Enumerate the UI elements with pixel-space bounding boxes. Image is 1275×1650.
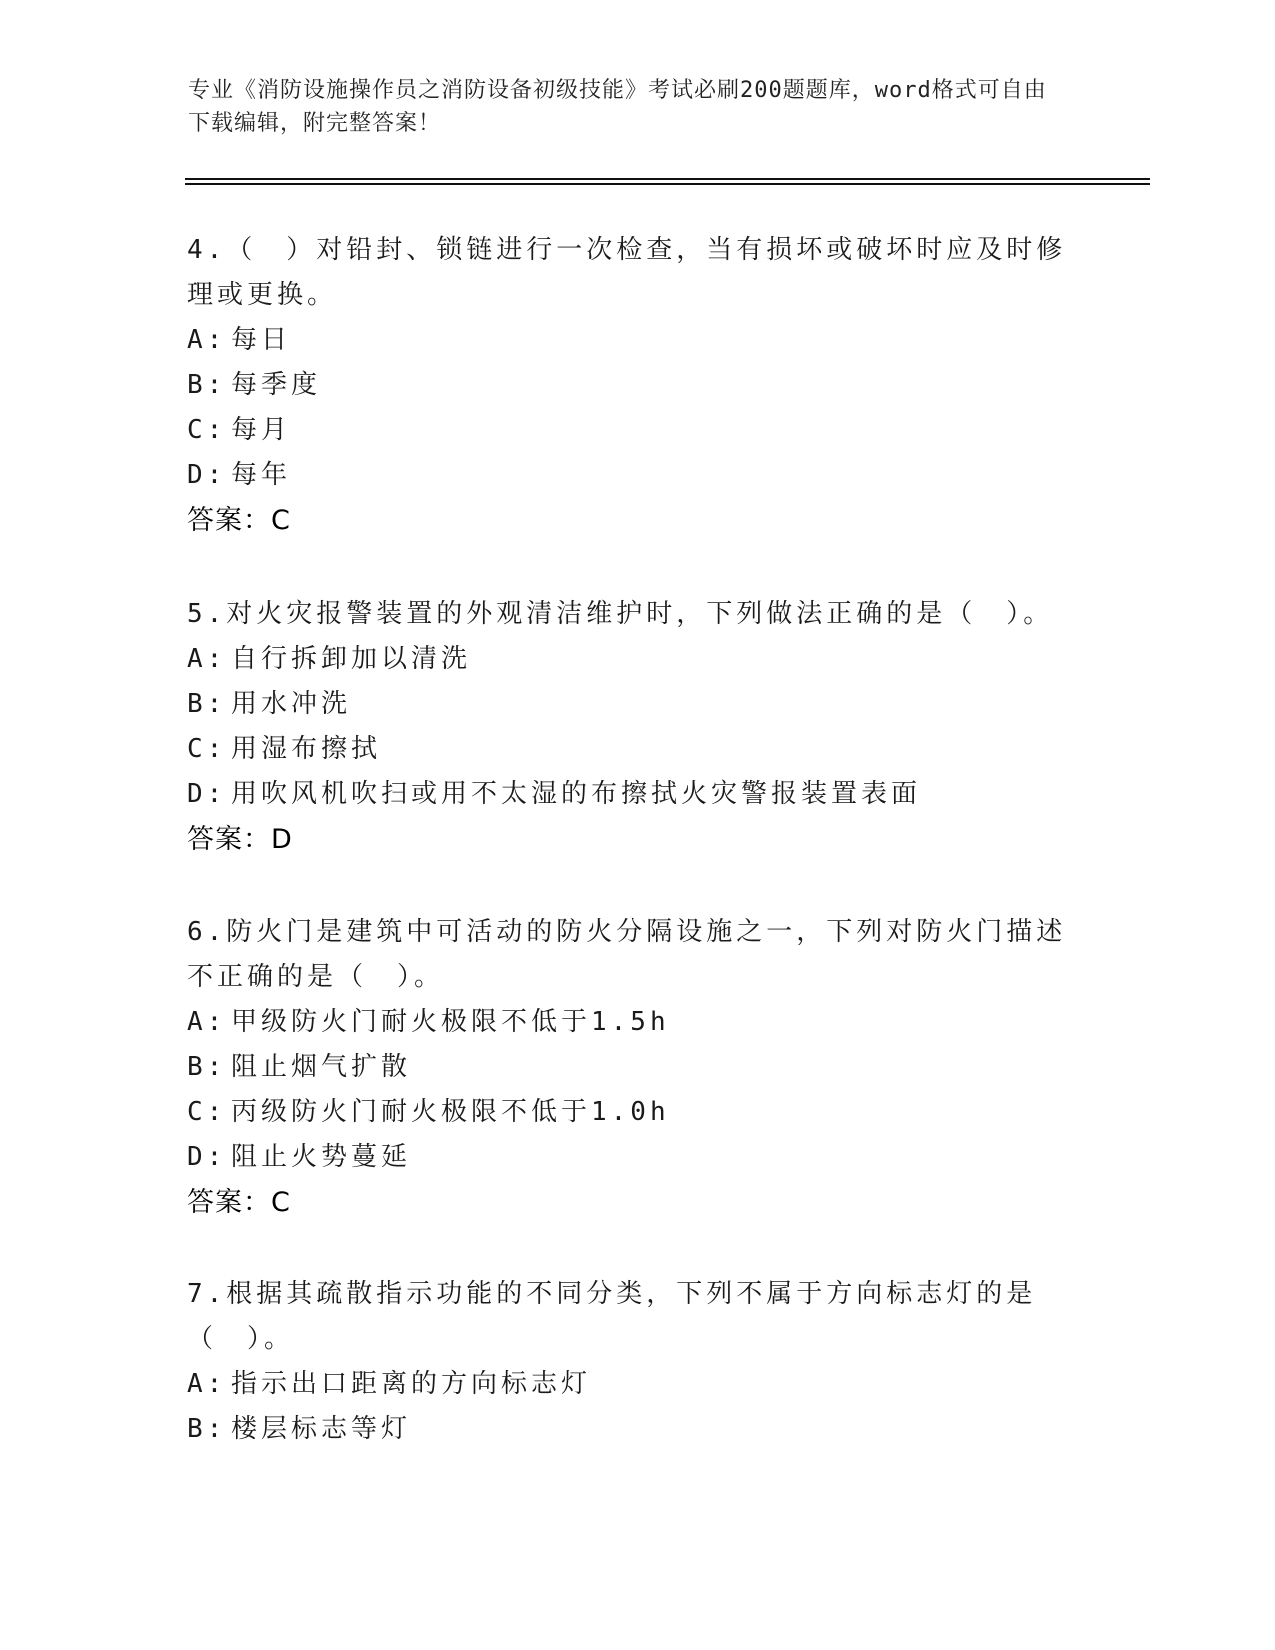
option-text: 每季度 [231, 370, 322, 400]
question-stem: 6.防火门是建筑中可活动的防火分隔设施之一，下列对防火门描述不正确的是（ ）。 [187, 917, 1067, 992]
option-d [187, 453, 1067, 498]
question-4 [187, 228, 1067, 543]
option-letter: A: [187, 644, 227, 674]
option-a [187, 318, 1067, 363]
question-5 [187, 592, 1067, 862]
option-letter: C: [187, 1097, 227, 1127]
option-letter: A: [187, 1369, 227, 1399]
question-stem: 5.对火灾报警装置的外观清洁维护时，下列做法正确的是（ ）。 [187, 599, 1054, 629]
option-a [187, 1362, 1067, 1407]
option-a [187, 1000, 1067, 1045]
option-letter: B: [187, 1414, 227, 1444]
option-text: 用水冲洗 [231, 689, 352, 719]
option-text: 用湿布擦拭 [231, 734, 382, 764]
question-7 [187, 1272, 1067, 1452]
question-stem: 4.（ ）对铅封、锁链进行一次检查，当有损坏或破坏时应及时修理或更换。 [187, 235, 1067, 310]
option-letter: C: [187, 734, 227, 764]
answer-line: 答案：C [187, 505, 291, 536]
question-6 [187, 910, 1067, 1225]
option-letter: A: [187, 325, 227, 355]
option-d [187, 772, 1067, 817]
option-letter: B: [187, 689, 227, 719]
option-b [187, 682, 1067, 727]
option-text: 每年 [231, 460, 292, 490]
option-d [187, 1135, 1067, 1180]
option-text: 楼层标志等灯 [231, 1414, 412, 1444]
option-letter: D: [187, 779, 227, 809]
option-text: 甲级防火门耐火极限不低于1.5h [231, 1007, 670, 1037]
option-b [187, 1407, 1067, 1452]
header-divider-top [185, 178, 1150, 180]
option-text: 丙级防火门耐火极限不低于1.0h [231, 1097, 670, 1127]
option-letter: B: [187, 1052, 227, 1082]
option-c [187, 727, 1067, 772]
option-text: 用吹风机吹扫或用不太湿的布擦拭火灾警报装置表面 [231, 779, 922, 809]
header-divider-bottom [185, 183, 1150, 185]
option-letter: B: [187, 370, 227, 400]
question-stem: 7.根据其疏散指示功能的不同分类，下列不属于方向标志灯的是（ ）。 [187, 1279, 1037, 1354]
option-c [187, 1090, 1067, 1135]
option-letter: C: [187, 415, 227, 445]
answer-line: 答案：C [187, 1187, 291, 1218]
option-text: 自行拆卸加以清洗 [231, 644, 472, 674]
option-a [187, 637, 1067, 682]
option-b [187, 363, 1067, 408]
option-text: 阻止火势蔓延 [231, 1142, 412, 1172]
option-text: 阻止烟气扩散 [231, 1052, 412, 1082]
option-text: 指示出口距离的方向标志灯 [231, 1369, 592, 1399]
option-letter: A: [187, 1007, 227, 1037]
option-letter: D: [187, 1142, 227, 1172]
option-text: 每日 [231, 325, 292, 355]
document-header: 专业《消防设施操作员之消防设备初级技能》考试必刷200题题库，word格式可自由下载编辑，附完整答案！ [188, 78, 1047, 136]
answer-line: 答案：D [187, 824, 293, 855]
option-b [187, 1045, 1067, 1090]
option-text: 每月 [231, 415, 292, 445]
option-c [187, 408, 1067, 453]
option-letter: D: [187, 460, 227, 490]
